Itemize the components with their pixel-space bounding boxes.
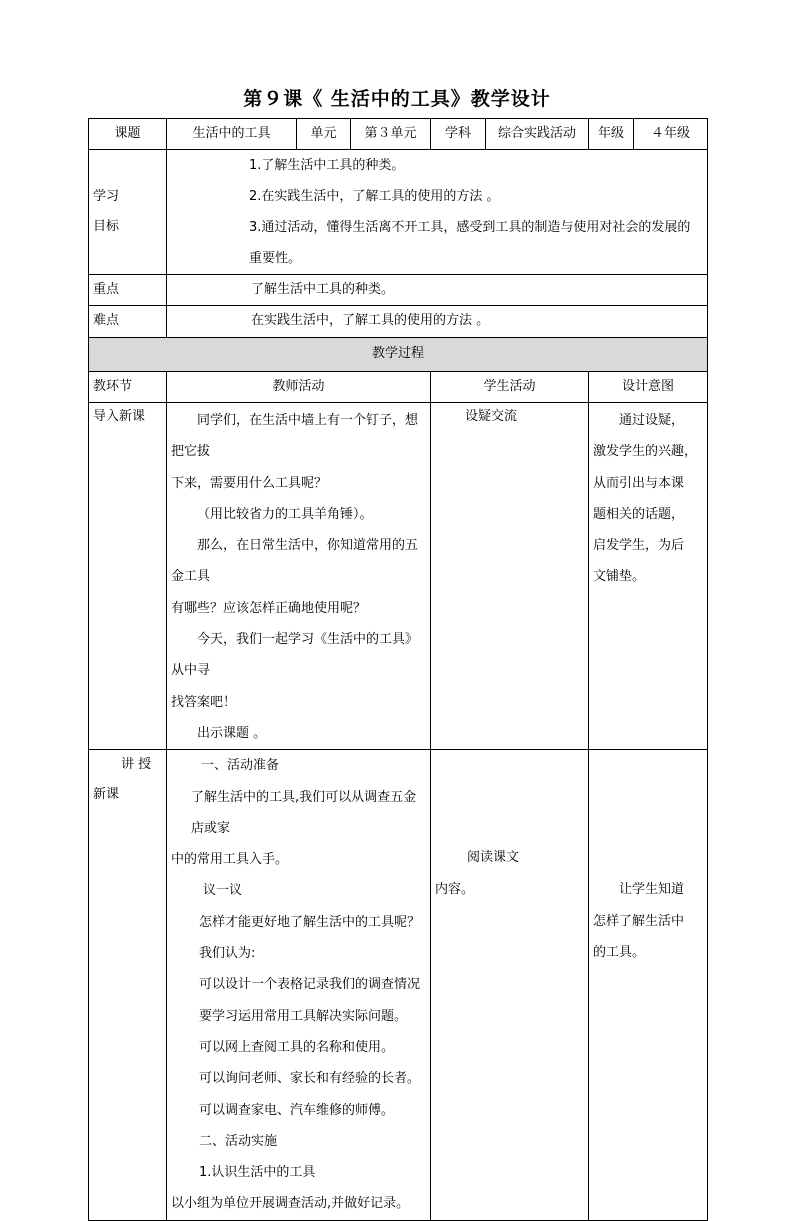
objectives-list [167, 150, 708, 275]
objective-item: 3.通过活动，懂得生活离不开工具，感受到工具的制造与使用对社会的发展的重要性。 [249, 220, 691, 266]
col-student: 学生活动 [431, 372, 589, 403]
keypoint-row [89, 275, 708, 306]
objectives-label: 学习 目标 [89, 150, 167, 275]
process-header-row [89, 338, 708, 372]
intro-teacher: 同学们，在生活中墙上有一个钉子，想把它拔 下来，需要用什么工具呢？ （用比较省力的工具羊角锤）。 那么，在日常生活中，你知道常用的五金工具 有哪些？应该怎样正确地使用呢？ 今天，我们一起学习《生活中的工具》从中寻 找答案吧！ 出示课题 。 [167, 403, 431, 750]
col-intent: 设计意图 [589, 372, 708, 403]
unit-label: 单元 [297, 119, 351, 150]
process-header: 教学过程 [89, 338, 708, 372]
objectives-row [89, 150, 708, 275]
keypoint-label: 重点 [89, 275, 167, 306]
lesson-stage: 讲 授 新课 [89, 750, 167, 1220]
col-teacher: 教师活动 [167, 372, 431, 403]
topic-label: 课题 [89, 119, 167, 150]
objective-item: 1.了解生活中工具的种类。 [249, 158, 405, 173]
lesson-plan-table [88, 118, 708, 1221]
grade-value: ４年级 [634, 119, 708, 150]
grade-label: 年级 [589, 119, 634, 150]
lesson-row [89, 750, 708, 1220]
keypoint-value: 了解生活中工具的种类。 [167, 275, 708, 306]
unit-value: 第３单元 [351, 119, 431, 150]
topic-value: 生活中的工具 [167, 119, 297, 150]
objective-item: 2.在实践生活中，了解工具的使用的方法 。 [249, 189, 500, 204]
intro-intent: 通过设疑， 激发学生的兴趣， 从而引出与本课 题相关的话题， 启发学生，为后 文铺垫。 [589, 403, 708, 750]
col-stage: 教环节 [89, 372, 167, 403]
subject-value: 综合实践活动 [486, 119, 589, 150]
page-title: 第９课《 生活中的工具》教学设计 [243, 88, 551, 110]
intro-stage: 导入新课 [89, 403, 167, 750]
subject-label: 学科 [431, 119, 486, 150]
difficulty-label: 难点 [89, 306, 167, 338]
header-row [89, 119, 708, 150]
intro-student: 设疑交流 [431, 403, 589, 750]
column-header-row [89, 372, 708, 403]
difficulty-value: 在实践生活中，了解工具的使用的方法 。 [167, 306, 708, 338]
difficulty-row [89, 306, 708, 338]
lesson-intent: 让学生知道 怎样了解生活中 的工具。 [589, 750, 708, 1220]
intro-row [89, 403, 708, 750]
lesson-teacher: 一、活动准备 了解生活中的工具,我们可以从调查五金店或家 中的常用工具入手。 议一议 怎样才能更好地了解生活中的工具呢？ 我们认为: 可以设计一个表格记录我们的调查情况 要学习运用常用工具解决实际问题。 可以网上查阅工具的名称和使用。 可以询问老师、家长和有经验的长者。 可以调查家电、汽车维修的师傅。 二、活动实施 1.认识生活中的工具 以小组为单位开展调查活动,并做好记录。 [167, 750, 431, 1220]
lesson-student: 阅读课文 内容。 [431, 750, 589, 1220]
